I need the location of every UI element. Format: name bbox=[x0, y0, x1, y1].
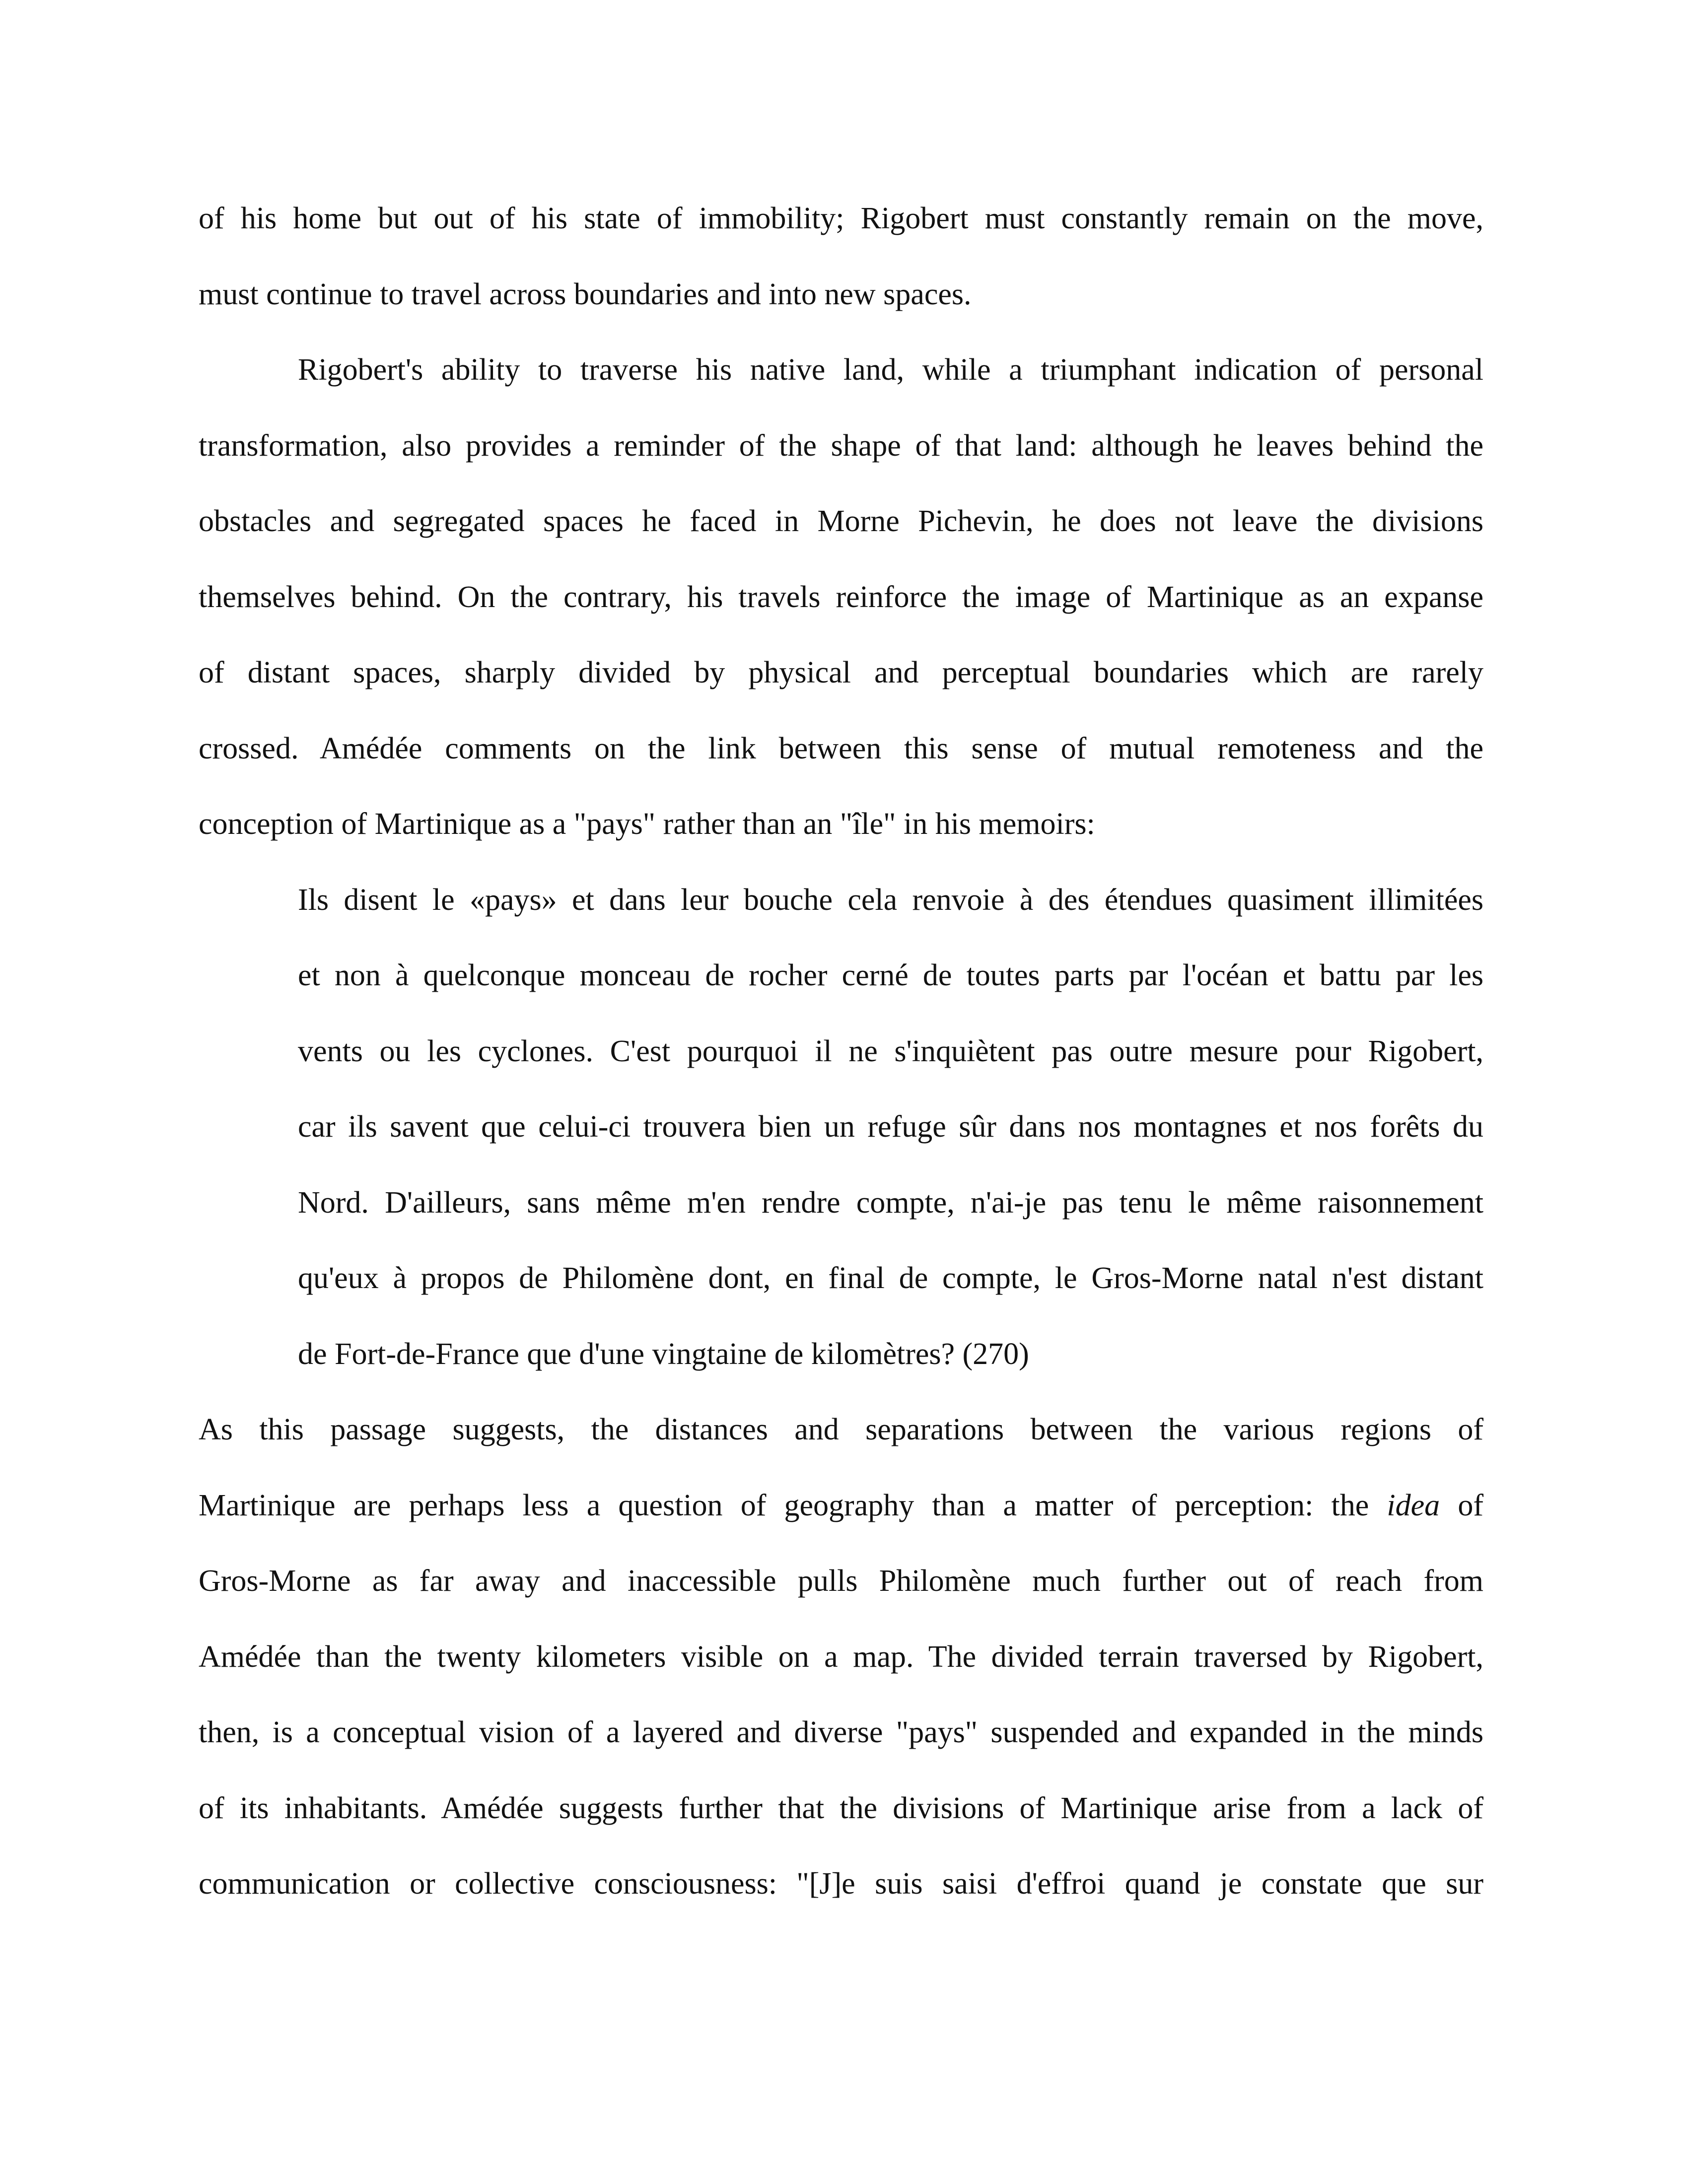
text-line: As this passage suggests, the distances and separations between the various regions of bbox=[199, 1413, 1483, 1446]
text-line: of his home but out of his state of immobility; Rigobert must constantly remain on the move, bbox=[199, 202, 1483, 235]
block-quote-line: car ils savent que celui-ci trouvera bien un refuge sûr dans nos montagnes et nos forêts du bbox=[298, 1110, 1483, 1144]
text-line: Amédée than the twenty kilometers visible on a map. The divided terrain traversed by Rigobert, bbox=[199, 1640, 1483, 1674]
italic-word: idea bbox=[1387, 1489, 1440, 1522]
text-line: communication or collective consciousness: "[J]e suis saisi d'effroi quand je constate que sur bbox=[199, 1867, 1483, 1901]
text-line: of distant spaces, sharply divided by physical and perceptual boundaries which are rarely bbox=[199, 656, 1483, 689]
text-segment: of bbox=[1458, 1489, 1484, 1522]
block-quote-line: Ils disent le «pays» et dans leur bouche cela renvoie à des étendues quasiment illimitées bbox=[298, 883, 1483, 917]
text-line: obstacles and segregated spaces he faced in Morne Pichevin, he does not leave the divisions bbox=[199, 504, 1483, 538]
text-line: conception of Martinique as a "pays" rather than an "île" in his memoirs: bbox=[199, 807, 1095, 841]
block-quote-line: Nord. D'ailleurs, sans même m'en rendre compte, n'ai-je pas tenu le même raisonnement bbox=[298, 1186, 1483, 1220]
text-line: transformation, also provides a reminder of the shape of that land: although he leaves behind the bbox=[199, 429, 1483, 463]
text-line-with-italic bbox=[199, 1486, 1483, 1525]
text-line: themselves behind. On the contrary, his travels reinforce the image of Martinique as an expanse bbox=[199, 580, 1483, 614]
text-line: Gros-Morne as far away and inaccessible pulls Philomène much further out of reach from bbox=[199, 1564, 1483, 1598]
text-segment: Martinique are perhaps less a question of geography than a matter of perception: the bbox=[199, 1489, 1369, 1522]
block-quote-line: de Fort-de-France que d'une vingtaine de kilomètres? (270) bbox=[298, 1337, 1029, 1371]
block-quote-line: qu'eux à propos de Philomène dont, en final de compte, le Gros-Morne natal n'est distant bbox=[298, 1261, 1483, 1295]
text-line: crossed. Amédée comments on the link between this sense of mutual remoteness and the bbox=[199, 732, 1483, 765]
block-quote-line: vents ou les cyclones. C'est pourquoi il ne s'inquiètent pas outre mesure pour Rigobert, bbox=[298, 1034, 1483, 1068]
paragraph-start-line: Rigobert's ability to traverse his native land, while a triumphant indication of personal bbox=[298, 353, 1483, 387]
text-line: then, is a conceptual vision of a layered and diverse "pays" suspended and expanded in the minds bbox=[199, 1715, 1483, 1749]
block-quote-line: et non à quelconque monceau de rocher cerné de toutes parts par l'océan et battu par les bbox=[298, 958, 1483, 992]
text-line: of its inhabitants. Amédée suggests further that the divisions of Martinique arise from a lack of bbox=[199, 1791, 1483, 1825]
text-line: must continue to travel across boundaries and into new spaces. bbox=[199, 277, 972, 311]
